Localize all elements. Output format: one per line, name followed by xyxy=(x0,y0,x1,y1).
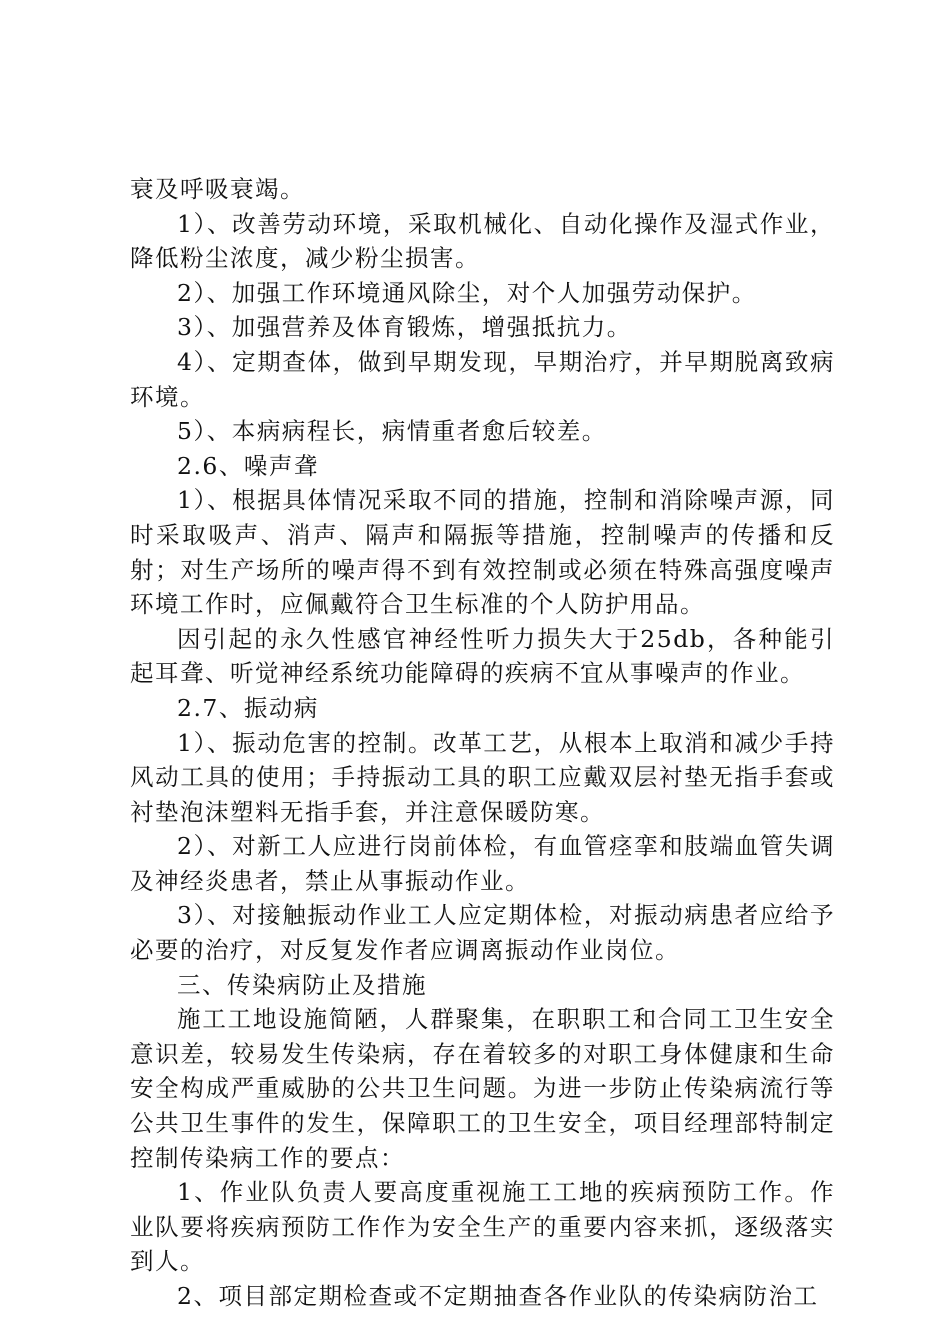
paragraph: 5）、本病病程长，病情重者愈后较差。 xyxy=(177,417,607,446)
section-heading: 2.7、振动病 xyxy=(177,693,319,722)
paragraph: 1）、振动危害的控制。改革工艺，从根本上取消和减少手持风动工具的使用；手持振动工具的职工应戴双层衬垫无指手套或衬垫泡沫塑料无指手套，并注意保暖防寒。 xyxy=(130,728,835,826)
paragraph: 2）、对新工人应进行岗前体检，有血管痉挛和肢端血管失调及神经炎患者，禁止从事振动作业。 xyxy=(130,832,835,895)
paragraph: 4）、定期查体，做到早期发现，早期治疗，并早期脱离致病环境。 xyxy=(130,347,835,411)
section-heading: 三、传染病防止及措施 xyxy=(177,970,427,999)
paragraph: 2、项目部定期检查或不定期抽查各作业队的传染病防治工 xyxy=(177,1282,819,1310)
section-heading: 2.6、噪声聋 xyxy=(177,451,319,480)
paragraph: 3）、对接触振动作业工人应定期体检，对振动病患者应给予必要的治疗，对反复发作者应调离振动作业岗位。 xyxy=(130,901,835,965)
document-body xyxy=(130,172,835,1314)
paragraph: 2）、加强工作环境通风除尘，对个人加强劳动保护。 xyxy=(177,278,757,307)
paragraph: 1）、改善劳动环境，采取机械化、自动化操作及湿式作业，降低粉尘浓度，减少粉尘损害。 xyxy=(130,209,835,273)
paragraph: 3）、加强营养及体育锻炼，增强抵抗力。 xyxy=(177,313,632,342)
paragraph: 1）、根据具体情况采取不同的措施，控制和消除噪声源，同时采取吸声、消声、隔声和隔振等措施，控制噪声的传播和反射；对生产场所的噪声得不到有效控制或必须在特殊高强度噪声环境工作时，应佩戴符合卫生标准的个人防护用品。 xyxy=(130,486,835,619)
paragraph: 1、作业队负责人要高度重视施工工地的疾病预防工作。作业队要将疾病预防工作作为安全生产的重要内容来抓，逐级落实到人。 xyxy=(130,1178,835,1276)
paragraph: 施工工地设施简陋，人群聚集，在职职工和合同工卫生安全意识差，较易发生传染病，存在着较多的对职工身体健康和生命安全构成严重威胁的公共卫生问题。为进一步防止传染病流行等公共卫生事件的发生，保障职工的卫生安全，项目经理部特制定控制传染病工作的要点： xyxy=(130,1005,835,1172)
paragraph: 因引起的永久性感官神经性听力损失大于25db，各种能引起耳聋、听觉神经系统功能障碍的疾病不宜从事噪声的作业。 xyxy=(130,624,835,688)
paragraph: 衰及呼吸衰竭。 xyxy=(130,175,305,203)
